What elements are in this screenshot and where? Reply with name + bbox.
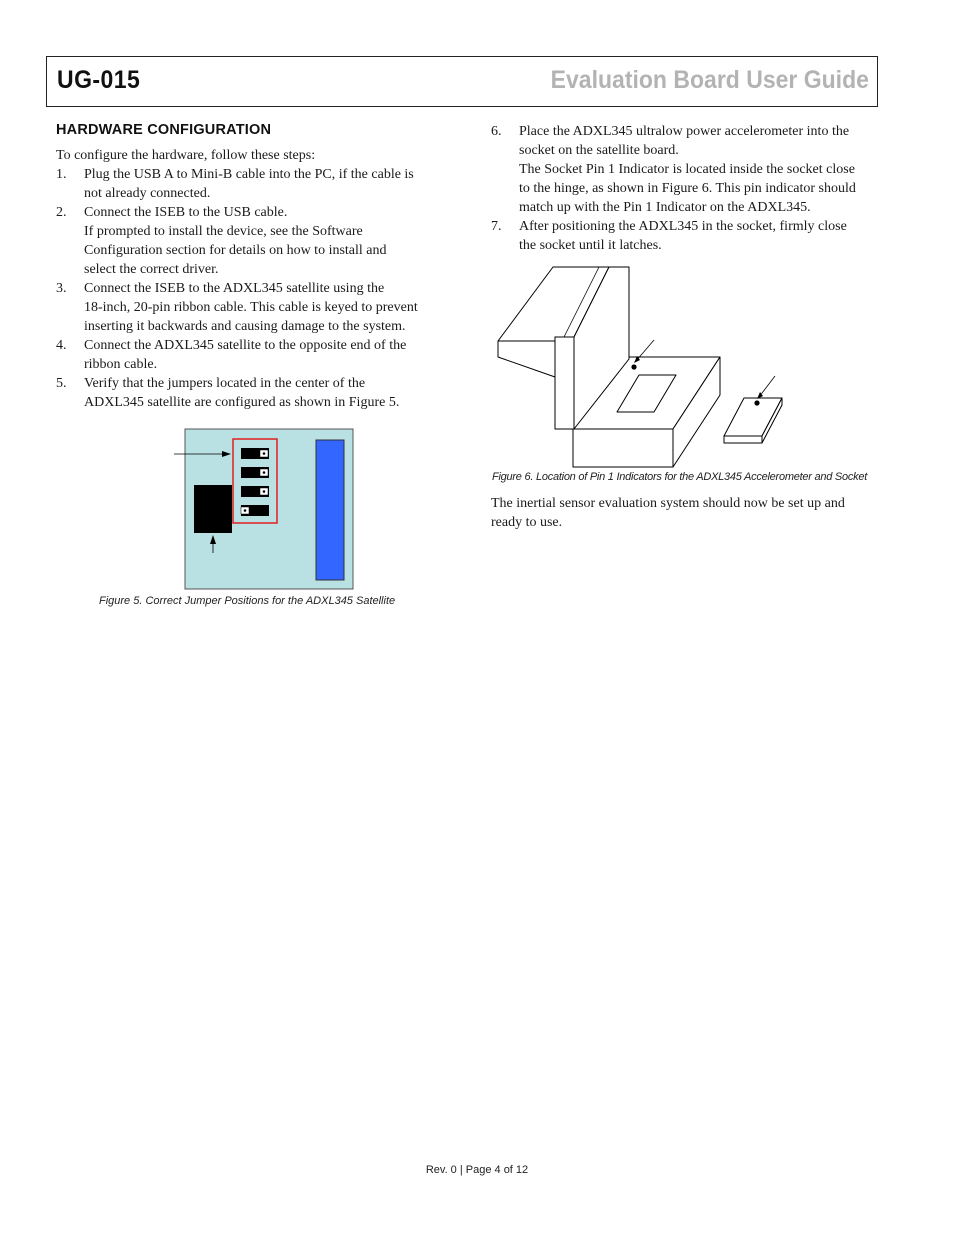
- page-header: [46, 56, 878, 107]
- step-number: 3.: [56, 281, 67, 296]
- connector-strip: [316, 440, 344, 580]
- jumper-diagram: [56, 426, 436, 596]
- step-line: 18-inch, 20-pin ribbon cable. This cable is keyed to prevent: [84, 300, 418, 315]
- step-line: socket on the satellite board.: [519, 143, 679, 158]
- figure-5-caption: Figure 5. Correct Jumper Positions for the ADXL345 Satellite: [99, 595, 396, 607]
- step-line: match up with the Pin 1 Indicator on the ADXL345.: [519, 200, 811, 215]
- jumper-3: [241, 486, 269, 497]
- left-steps-list: [56, 165, 436, 412]
- right-steps-list: [491, 122, 876, 255]
- figure-6-caption: Figure 6. Location of Pin 1 Indicators for the ADXL345 Accelerometer and Socket: [492, 471, 868, 483]
- section-heading: HARDWARE CONFIGURATION: [56, 122, 272, 138]
- lid-front-face: [555, 337, 574, 429]
- step-line: Connect the ADXL345 satellite to the opposite end of the: [84, 338, 407, 353]
- page-footer: Rev. 0 | Page 4 of 12: [425, 1164, 529, 1176]
- step-line: inserting it backwards and causing damage to the system.: [84, 319, 406, 334]
- step-number: 5.: [56, 376, 67, 391]
- closing-paragraph: [491, 494, 881, 532]
- step-line: select the correct driver.: [84, 262, 219, 277]
- step-line: After positioning the ADXL345 in the socket, firmly close: [519, 219, 847, 234]
- step-line: The Socket Pin 1 Indicator is located inside the socket close: [519, 162, 855, 177]
- step-line: If prompted to install the device, see the Software: [84, 224, 363, 239]
- step-line: Configuration section for details on how to install and: [84, 243, 387, 258]
- step-number: 4.: [56, 338, 67, 353]
- document-id: UG-015: [57, 66, 141, 94]
- step-line: ribbon cable.: [84, 357, 158, 372]
- socket-front-face: [573, 429, 673, 467]
- socket-pin1-dot: [631, 364, 636, 369]
- list-item: [56, 336, 436, 374]
- step-number: 2.: [56, 205, 67, 220]
- figure-5: [56, 426, 436, 616]
- accelerometer-front: [724, 436, 762, 443]
- document-title: Evaluation Board User Guide: [550, 66, 869, 94]
- right-column: [491, 122, 876, 255]
- step-number: 1.: [56, 167, 67, 182]
- list-item: [491, 217, 876, 255]
- closing-line-2: ready to use.: [491, 515, 563, 530]
- step-line: Connect the ISEB to the USB cable.: [84, 205, 288, 220]
- step-line: the socket until it latches.: [519, 238, 662, 253]
- step-line: Connect the ISEB to the ADXL345 satellite using the: [84, 281, 385, 296]
- closing-line-1: The inertial sensor evaluation system should now be set up and: [491, 496, 845, 511]
- accelerometer-pin1-arrow: [759, 376, 775, 397]
- list-item: [56, 279, 436, 336]
- step-line: Verify that the jumpers located in the center of the: [84, 376, 366, 391]
- ic-chip: [194, 485, 232, 533]
- step-line: Plug the USB A to Mini-B cable into the PC, if the cable is: [84, 167, 414, 182]
- intro-paragraph: To configure the hardware, follow these steps:: [56, 148, 316, 163]
- step-line: to the hinge, as shown in Figure 6. This pin indicator should: [519, 181, 856, 196]
- left-column: [56, 122, 436, 412]
- jumper-4: [241, 505, 269, 516]
- socket-diagram: [491, 262, 876, 472]
- step-number: 7.: [491, 219, 502, 234]
- list-item: [491, 122, 876, 217]
- list-item: [56, 374, 436, 412]
- list-item: [56, 165, 436, 203]
- jumper-2: [241, 467, 269, 478]
- step-line: not already connected.: [84, 186, 211, 201]
- accelerometer-pin1-dot: [754, 400, 759, 405]
- list-item: [56, 203, 436, 279]
- step-number: 6.: [491, 124, 502, 139]
- step-line: Place the ADXL345 ultralow power accelerometer into the: [519, 124, 850, 139]
- step-line: ADXL345 satellite are configured as shown in Figure 5.: [84, 395, 400, 410]
- jumper-1: [241, 448, 269, 459]
- figure-6: [491, 262, 876, 492]
